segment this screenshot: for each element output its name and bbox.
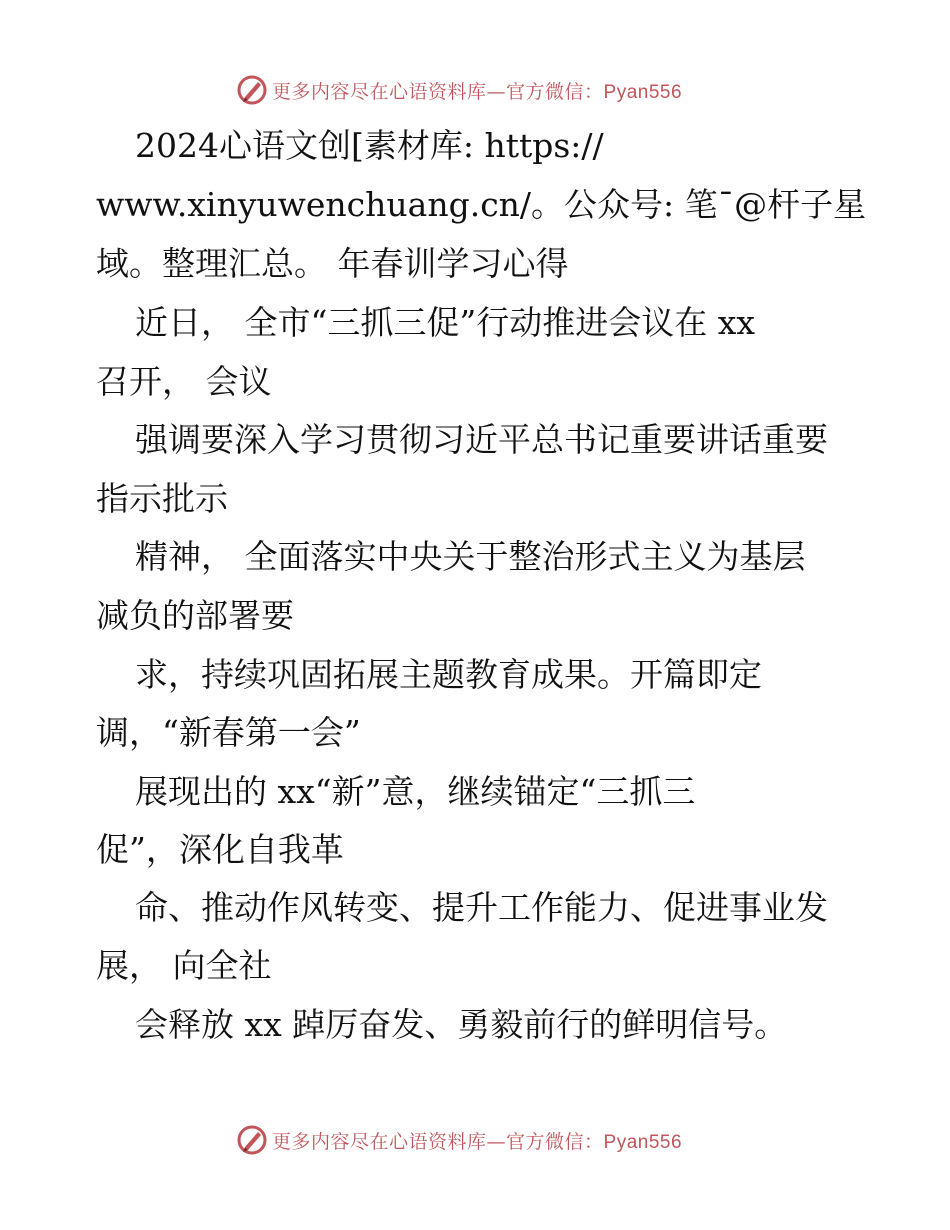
body-line: 展， 向全社 (96, 946, 272, 985)
body-line: 召开， 会议 (96, 362, 272, 401)
pen-circle-logo-icon (236, 1124, 268, 1156)
body-line: 指示批示 (96, 479, 228, 518)
body-line: 调，“新春第一会” (96, 713, 361, 752)
footer-banner-text: 更多内容尽在心语资料库 (272, 1130, 487, 1153)
body-line: 求，持续巩固拓展主题教育成果。开篇即定 (135, 655, 762, 694)
body-line: 会释放 xx 踔厉奋发、勇毅前行的鲜明信号。 (135, 1005, 788, 1044)
footer-banner-wechat-id: Pyan556 (603, 1131, 683, 1153)
body-line: 促”，深化自我革 (96, 830, 344, 869)
body-line: 近日， 全市“三抓三促”行动推进会议在 xx (135, 303, 755, 342)
body-line: 精神， 全面落实中央关于整治形式主义为基层 (135, 537, 806, 576)
header-banner-wechat-id: Pyan556 (603, 81, 683, 103)
footer-banner (236, 1123, 682, 1157)
body-line: 2024心语文创[素材库: https:// (135, 126, 604, 165)
footer-banner-wechat-label: 官方微信： (506, 1130, 604, 1153)
footer-banner-separator: — (486, 1130, 507, 1153)
header-banner-wechat-label: 官方微信： (506, 80, 604, 103)
header-banner-text: 更多内容尽在心语资料库 (272, 80, 487, 103)
body-line: 命、推动作风转变、提升工作能力、促进事业发 (135, 888, 828, 927)
body-line: www.xinyuwenchuang.cn/。公众号: 笔¯@杆子星 (96, 185, 867, 224)
header-banner-separator: — (486, 80, 507, 103)
body-line: 展现出的 xx“新”意，继续锚定“三抓三 (135, 772, 696, 811)
body-line: 减负的部署要 (96, 596, 294, 635)
body-line: 强调要深入学习贯彻习近平总书记重要讲话重要 (135, 420, 828, 459)
body-line: 域。整理汇总。 年春训学习心得 (96, 244, 569, 283)
